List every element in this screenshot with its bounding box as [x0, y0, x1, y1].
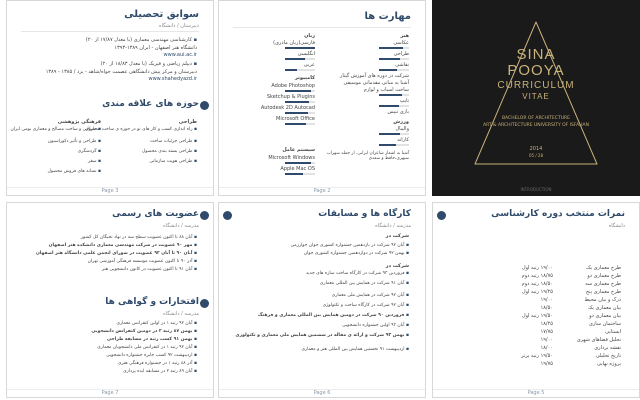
column-label: ورزش [393, 119, 409, 125]
skill-item: فارسی(زبان مادری) [273, 40, 315, 46]
page-footer: Page 2 [219, 187, 425, 195]
list-item: ▪ آبان ۸۹ رتبه ۲ در مسابقه ایده پردازی [123, 369, 197, 374]
column-label: طراحی [178, 119, 197, 125]
cover-school: ART & ARCHITECTURE UNIVERSITY OF ISFAHAN [483, 123, 589, 128]
section-subtitle: مدرسه / دانشگاه [163, 311, 199, 317]
skill-bar [379, 58, 409, 60]
page-title: نمرات منتخب دوره کارشناسی [491, 209, 625, 219]
grade-course: طرح معماری یک [586, 265, 621, 271]
section-marker [437, 211, 446, 220]
cover-date: 05 / 28 [528, 153, 544, 158]
section-title: افتخارات و گواهی ها [105, 297, 199, 307]
page-title: سوابق تحصیلی [124, 9, 199, 20]
skill-item: Sketchup & Plugins [266, 94, 315, 100]
list-item: ▪ بهمن ۹۳ شرکت و ارائه ی مقاله در ششمین همایش ملی معماری و تکنولوژی [235, 333, 409, 338]
cover-year: 2014 [529, 146, 543, 152]
grade-value: ۱۸/۲۵ [540, 321, 553, 327]
list-item: ▪ آبان ۹۲ رتبه ۱ در کنفرانس ملی دانشجویان معماری [97, 345, 197, 350]
grade-course: ساختمان سازی [588, 321, 621, 327]
skill-bar [285, 173, 315, 175]
list-item: ▪ آبان ۹۲ شرکت در همایش ملی معماری [332, 293, 409, 298]
list-item: ▪ کارشناسی مهندسی معماری (با معدل ۱۷/۸۷ از ۲۰) [86, 37, 197, 43]
skill-bar [285, 101, 315, 103]
column-label: فرهنگی پژوهشی [57, 119, 101, 125]
divider [233, 27, 411, 28]
skill-item: نقاشی [395, 62, 409, 68]
column-label: کامپیوتر [294, 75, 315, 81]
list-item: ▪ مهر ۹۰ عضویت در شرکت مهندسی معماری دانشکده هنر اصفهان [49, 243, 197, 248]
skill-bar [379, 94, 409, 96]
list-item: ▪ آبان ۹۱ تا اکنون عضویت در کانون دانشجویی هنر [102, 267, 197, 272]
cover-name: POOYA [507, 62, 565, 79]
cover-degree: BACHELOR OF ARCHITECTURE [501, 116, 571, 121]
skill-item: بازی تنیس [387, 109, 409, 115]
list-item: ▪ آبان ۹۲ شرکت در بازدهمین جشنواره کشوری جوان خوارزمی [291, 243, 409, 248]
grade-value: ۱۹/۰۰ [540, 337, 553, 343]
column-label: شرکت در [385, 233, 409, 239]
skill-bar [285, 47, 315, 49]
link-text[interactable]: www.aui.ac.ir [163, 52, 197, 58]
list-item: ▪ آبان ۸۸ تا اکنون عضویت سطح سه در نهاد نخبگان کل کشور [81, 235, 197, 240]
column-label: هنر [400, 33, 409, 39]
note-text: آشنا به اشعار شاعران ایرانی، از جمله سهراب سپهری،حافظ و سعدی [326, 151, 409, 161]
skill-bar [379, 133, 409, 135]
list-item: ▪ آبان ۹۲ شرکت در کارگاه ساخت و تکنولوژی [323, 303, 409, 308]
grade-course: درک و بیان محیط [584, 297, 621, 303]
list-item: ▪ آبان ۹۱ شرکت در همایش بین المللی معماری [320, 281, 409, 286]
page-subtitle: دانشگاه [608, 223, 625, 229]
grade-value: ۱۷/۷۵ [540, 329, 553, 335]
skill-item: تایپ [399, 98, 409, 104]
skill-bar [379, 69, 409, 71]
list-item: ▪ بهمن ۹۱ کسب رتبه در مسابقه طراحی [107, 337, 197, 342]
grade-course: پروژه نهایی [597, 361, 621, 367]
skill-bar [285, 90, 315, 92]
list-item: ▪ اردیبهشت ۹۲ کسب جایزه جشنواره دانشجویی [106, 353, 197, 358]
skill-item: Adobe Photoshop [271, 83, 315, 89]
page-footer: Page 5 [433, 389, 639, 397]
skill-bar [379, 144, 409, 146]
cover-footer: INTRODUCTION [520, 187, 552, 192]
grade-course: تحلیل فضاهای شهری [576, 337, 621, 343]
skill-bar [285, 58, 315, 60]
list-item: ▪ نشانه های فروش محصول [48, 169, 101, 174]
page-title: عضویت های رسمی [112, 209, 199, 219]
list-item: ▪ اردیبهشت ۹۱ نخستین همایش بین المللی هنر و معماری [301, 347, 409, 352]
slide-workshops [218, 202, 426, 398]
grade-course: طرح معماری پنج [585, 289, 621, 295]
skill-bar [285, 69, 315, 71]
list-item: ▪ طراحی و ساخت مصالح و معماری بومی ایران [10, 127, 101, 132]
list-item: ▪ بهمن ۸۷ رتبه ۲ در دومین کنفرانس دانشجویی [91, 329, 197, 334]
skill-item: Autodesk 2D Autocad [260, 105, 315, 111]
section-marker [223, 211, 232, 220]
slide-cover [432, 0, 640, 196]
grade-value: ۱۹/۵۰ رتبه برتر [521, 353, 553, 359]
skill-item: کاراته [397, 137, 409, 143]
slide-membership [6, 202, 214, 398]
grade-course: بیان معماری یک [588, 305, 621, 311]
page-subtitle: مدرسه / دانشگاه [163, 223, 199, 229]
column-label: زبان [304, 33, 315, 39]
skill-item: Apple Mac OS [280, 166, 315, 172]
page-title: مهارت ها [364, 11, 411, 22]
list-item: ▪ فروردین ۹۳ شرکت در کارگاه ساخت سازه های جدید [306, 271, 409, 276]
cover-cv: CURRICULUM [497, 80, 575, 91]
list-item: ▪ بهمن ۹۲ شرکت در دوازدهمین جشنواره کشوری جوان [304, 251, 409, 256]
skill-item: Microsoft Windows [268, 155, 315, 161]
list-item: ▪ دیپلم ریاضی و فیزیک (با معدل ۱۸/۸۳ از ۲۰) [101, 61, 197, 67]
skill-bar [379, 47, 409, 49]
grade-value: ۱۸/۰۰ [540, 345, 553, 351]
section-marker [200, 101, 209, 110]
slide-skills [218, 0, 426, 196]
divider [21, 31, 199, 32]
list-item: دانشگاه هنر اصفهان - ایران ۱۳۸۹-۱۳۹۳ [114, 45, 197, 51]
list-item: ▪ طراحی هویت سازمانی [149, 159, 197, 164]
skill-item: آشنا به مبانی مقدماتی موسیقی [343, 80, 409, 86]
grade-course: نقشه برداری [594, 345, 621, 351]
skill-item: شرکت در دوره های آموزش گیتار [339, 73, 409, 79]
list-item: ▪ آبان ۹۲ رتبه ۱ در اولین کنفرانس معماری [116, 321, 197, 326]
grade-course: طرح معماری سه [585, 281, 621, 287]
skill-item: ساخت اسباب و لوازم [363, 87, 409, 93]
skill-bar [285, 112, 315, 114]
grade-course: بیان معماری دو [589, 313, 621, 319]
grade-course: طرح معماری دو [587, 273, 621, 279]
skill-item: انگلیسی [297, 51, 315, 57]
skill-item: عربی [303, 62, 315, 68]
list-item: ▪ گردشگری [78, 149, 101, 154]
list-item: ▪ آبان ۹۳ اولین جشنواره دانشجویی [342, 323, 409, 328]
section-title: حوزه های علاقه مندی [102, 99, 199, 109]
grade-course: ایستایی [605, 329, 621, 335]
column-label: شرکت در [385, 263, 409, 269]
list-item: ▪ راه اندازی کسب و کار های نو در حوزه ی ساخت محصول [85, 127, 197, 132]
cover-cv: VITAE [522, 92, 550, 101]
column-label: سیستم عامل [282, 147, 315, 153]
list-item: ▪ آبان ۹۰ تا آبان ۹۲ عضویت در شورای انجمن علمی دانشگاه هنر اصفهان [36, 251, 197, 256]
grade-value: ۱۹/۰۰ [540, 297, 553, 303]
link-text[interactable]: www.shahedyazd.ir [148, 76, 197, 82]
grade-value: ۱۸/۷۵ رتبه دوم [521, 273, 553, 279]
list-item: ▪ سفر [88, 159, 101, 164]
grade-course: تاریخ تحلیلی [595, 353, 621, 359]
list-item: ▪ طراحی جزئیات ساخت [150, 139, 197, 144]
section-marker [200, 211, 209, 220]
grade-value: ۱۹/۰۰ رتبه اول [521, 265, 553, 271]
skill-item: Microsoft Office [276, 116, 315, 122]
list-item: ▪ طراحی بسته بندی محصول [142, 149, 197, 154]
page-footer: Page 6 [219, 389, 425, 397]
list-item: ▪ آذر ۸۸ رتبه ۱ در جشنواره فرهنگی هنری [118, 361, 197, 366]
skill-item: والیبال [395, 126, 409, 132]
section-marker [200, 299, 209, 308]
page-subtitle: مدرسه / دانشگاه [375, 223, 411, 229]
grade-value: ۱۸/۵۰ [540, 305, 553, 311]
slide-grades [432, 202, 640, 398]
skill-item: عکاسی [393, 40, 409, 46]
slide-education [6, 0, 214, 196]
grade-value: ۱۹/۲۵ رتبه اول [521, 289, 553, 295]
skill-bar [379, 105, 409, 107]
list-item: ▪ آذر ۹۰ تا اکنون عضویت موسسه فرهنگی آموزشی تهران [88, 259, 197, 264]
grade-value: ۱۹/۵۰ رتبه اول [521, 313, 553, 319]
skill-bar [285, 162, 315, 164]
grade-value: ۱۸/۵۰ رتبه دوم [521, 281, 553, 287]
list-item: دبیرستان و مرکز پیش دانشگاهی عصمت خواه/شاهد - یزد / ۱۳۸۵ - ۱۳۸۹ [45, 69, 197, 75]
list-item: ▪ طراحی و تأثیر دکوراسیون [48, 139, 101, 144]
skill-bar [285, 123, 315, 125]
page-subtitle: دبیرستان / دانشگاه [158, 23, 199, 29]
cover-name: SINA [516, 46, 556, 63]
grade-value: ۱۹/۷۵ [540, 361, 553, 367]
list-item: ▪ فروردین ۹۰ شرکت در دومین همایش بین المللی معماری و فرهنگ [258, 313, 409, 318]
page-title: کارگاه ها و مسابقات [318, 209, 411, 219]
page-footer: Page 3 [7, 187, 213, 195]
skill-item: طراحی [393, 51, 409, 57]
page-footer: Page 7 [7, 389, 213, 397]
